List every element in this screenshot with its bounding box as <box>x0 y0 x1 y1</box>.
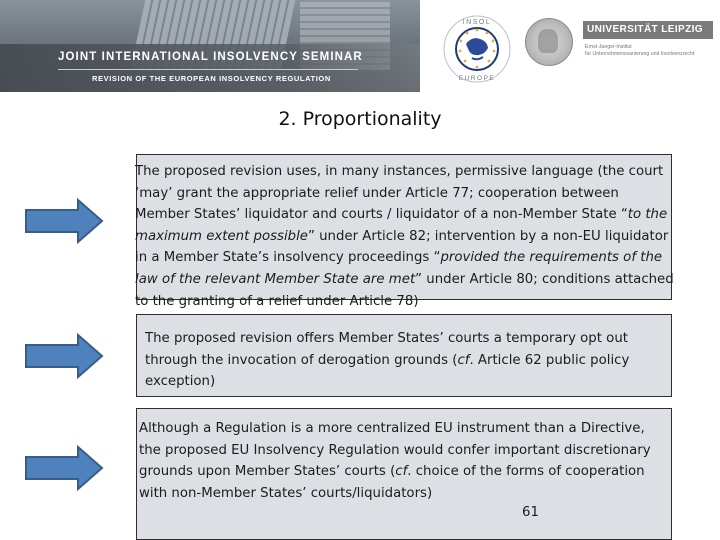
emphasis-text: to the maximum extent possible <box>135 207 668 244</box>
institute-name <box>585 44 715 58</box>
point-text-segment: . Article 62 public policy exception) <box>145 352 630 390</box>
university-name: UNIVERSITÄT LEIPZIG <box>583 21 713 39</box>
insol-europe-logo <box>442 14 512 84</box>
leipzig-seal-icon <box>525 18 573 66</box>
insol-logo-bottom-text: EUROPE <box>458 75 496 82</box>
slide-title: 2. Proportionality <box>278 108 442 130</box>
slide-header <box>0 0 720 92</box>
point-text <box>135 161 675 312</box>
point-text-segment: . choice of the forms of cooperation with non-Member States’ courts/liquidators) <box>139 464 645 501</box>
point-text-segment: ” under Article 80; conditions attached to the granting of a relief under Article 78) <box>135 271 674 309</box>
seminar-title: JOINT INTERNATIONAL INSOLVENCY SEMINAR <box>58 51 363 63</box>
point-text-segment: The proposed revision uses, in many instances, permissive language (the court ‘may’ grant the appropriate relief under Article 77; cooperation between Member States’ liquidator and courts / liquidator of a non-Member State “ <box>135 164 664 223</box>
right-arrow-icon <box>24 198 104 244</box>
seminar-subtitle: REVISION OF THE EUROPEAN INSOLVENCY REGULATION <box>92 74 331 83</box>
emphasis-text: cf <box>395 464 408 480</box>
point-text-segment: Although a Regulation is a more centralized EU instrument than a Directive, the proposed EU Insolvency Regulation would confer important discretionary grounds upon Member States’ courts ( <box>139 421 651 480</box>
point-text <box>139 418 667 504</box>
right-arrow-icon <box>24 445 104 491</box>
right-arrow-icon <box>24 333 104 379</box>
header-divider <box>58 69 358 70</box>
point-text <box>145 328 669 393</box>
insol-logo-top-text: INSOL <box>462 19 492 26</box>
point-text-segment: ” under Article 82; intervention by a non-EU liquidator in a Member State’s insolvency proceedings “ <box>135 228 669 266</box>
page-number: 61 <box>522 505 539 520</box>
emphasis-text: cf <box>457 352 470 368</box>
institute-line: Ernst-Jaeger-Institut <box>585 44 632 50</box>
point-text-segment: The proposed revision offers Member States’ courts a temporary opt out through the invocation of derogation grounds ( <box>145 331 628 368</box>
institute-line: für Unternehmenssanierung und Insolvenzrecht <box>585 51 695 57</box>
emphasis-text: provided the requirements of the law of the relevant Member State are met <box>135 250 663 287</box>
